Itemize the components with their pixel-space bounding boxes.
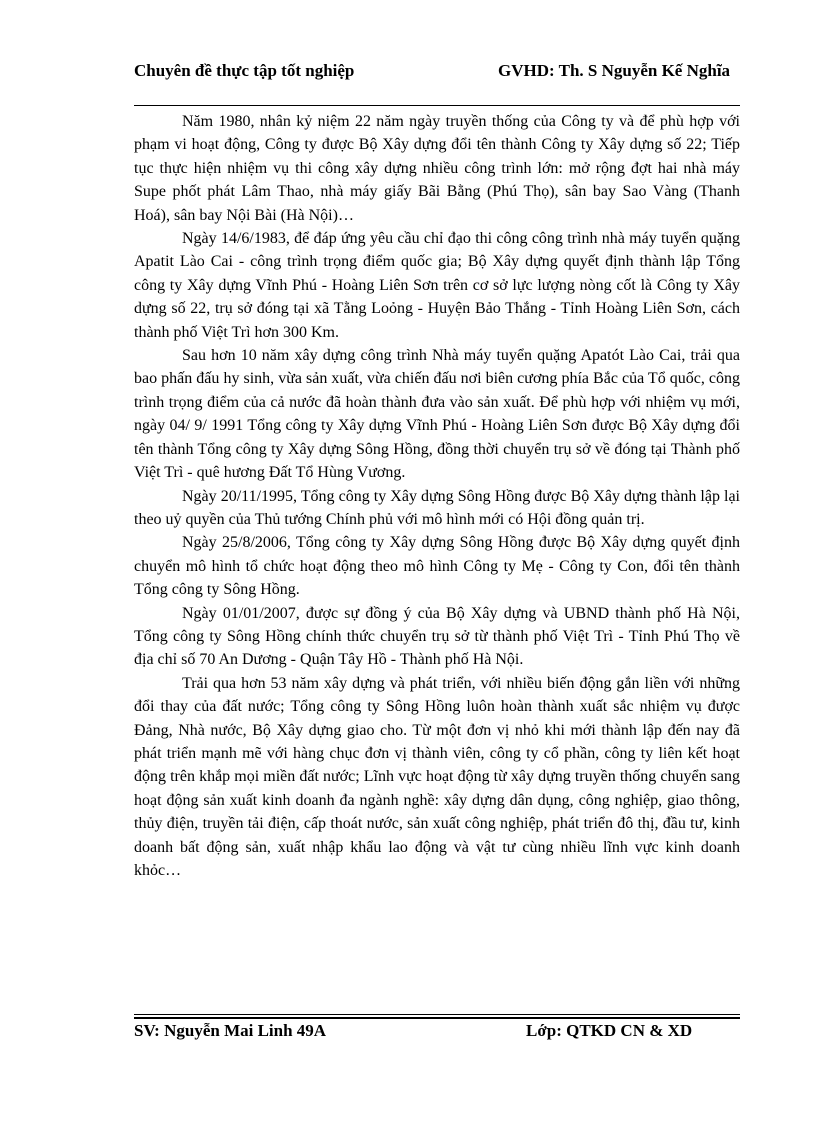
header-document-title: Chuyên đề thực tập tốt nghiệp (134, 61, 355, 80)
page-footer (134, 1020, 740, 1066)
header-supervisor: GVHD: Th. S Nguyễn Kế Nghĩa (498, 61, 731, 80)
footer-class: Lớp: QTKD CN & XD (526, 1021, 693, 1040)
footer-student: SV: Nguyễn Mai Linh 49A (134, 1021, 327, 1040)
paragraph-1983: Ngày 14/6/1983, để đáp ứng yêu cầu chỉ đạo thi công công trình nhà máy tuyển quặng Apatit Lào Cai - công trình trọng điểm quốc gia; Bộ Xây dựng quyết định thành lập Tổng công ty Xây dựng Vĩnh Phú - Hoàng Liên Sơn trên cơ sở lực lượng nòng cốt là Công ty Xây dựng số 22, trụ sở đóng tại xã Tằng Loỏng - Huyện Bảo Thắng - Tỉnh Hoàng Liên Sơn, cách thành phố Việt Trì hơn 300 Km. (134, 230, 740, 341)
paragraph-1980: Năm 1980, nhân kỷ niệm 22 năm ngày truyền thống của Công ty và để phù hợp với phạm vi hoạt động, Công ty được Bộ Xây dựng đổi tên thành Công ty Xây dựng số 22; Tiếp tục thực hiện nhiệm vụ thi công xây dựng nhiều công trình lớn: mở rộng đợt hai nhà máy Supe phốt phát Lâm Thao, nhà máy giấy Bãi Bằng (Phú Thọ), sân bay Sao Vàng (Thanh Hoá), sân bay Nội Bài (Hà Nội)… (134, 113, 740, 224)
paragraph-2006: Ngày 25/8/2006, Tổng công ty Xây dựng Sông Hồng được Bộ Xây dựng quyết định chuyển mô hình tổ chức hoạt động theo mô hình Công ty Mẹ - Công ty Con, đổi tên thành Tổng công ty Sông Hồng. (134, 534, 740, 599)
page-header (134, 60, 740, 106)
paragraph-1991: Sau hơn 10 năm xây dựng công trình Nhà máy tuyển quặng Apatót Lào Cai, trải qua bao phấn đấu hy sinh, vừa sản xuất, vừa chiến đấu nơi biên cương phía Bắc của Tổ quốc, công trình trọng điểm của cả nước đã hoàn thành đưa vào sản xuất. Để phù hợp với nhiệm vụ mới, ngày 04/ 9/ 1991 Tổng công ty Xây dựng Vĩnh Phú - Hoàng Liên Sơn được Bộ Xây dựng đổi tên thành Tổng công ty Xây dựng Sông Hồng, đồng thời chuyển trụ sở về đóng tại Thành phố Việt Trì - quê hương Đất Tổ Hùng Vương. (134, 347, 740, 482)
footer-divider-thin (134, 1014, 740, 1015)
footer-divider-thick (134, 1017, 740, 1019)
paragraph-53-years: Trải qua hơn 53 năm xây dựng và phát triển, với nhiều biến động gắn liền với những đổi thay của đất nước; Tổng công ty Sông Hồng luôn hoàn thành xuất sắc nhiệm vụ được Đảng, Nhà nước, Bộ Xây dựng giao cho. Từ một đơn vị nhỏ khi mới thành lập đến nay đã phát triển mạnh mẽ với hàng chục đơn vị thành viên, công ty cổ phần, công ty liên kết hoạt động trên khắp mọi miền đất nước; Lĩnh vực hoạt động từ xây dựng truyền thống chuyển sang hoạt động sản xuất kinh doanh đa ngành nghề: xây dựng dân dụng, công nghiệp, giao thông, thủy điện, truyền tải điện, cấp thoát nước, sản xuất công nghiệp, phát triển đô thị, đầu tư, kinh doanh bất động sản, xuất nhập khẩu lao động và vật tư cùng nhiều lĩnh vực kinh doanh khỏc… (134, 674, 740, 879)
document-body (134, 110, 740, 882)
paragraph-2007: Ngày 01/01/2007, được sự đồng ý của Bộ Xây dựng và UBND thành phố Hà Nội, Tổng công ty Sông Hồng chính thức chuyển trụ sở từ thành phố Việt Trì - Tỉnh Phú Thọ về địa chỉ số 70 An Dương - Quận Tây Hồ - Thành phố Hà Nội. (134, 604, 740, 669)
header-divider (134, 105, 740, 106)
paragraph-1995: Ngày 20/11/1995, Tổng công ty Xây dựng Sông Hồng được Bộ Xây dựng thành lập lại theo uỷ quyền của Thủ tướng Chính phủ với mô hình mới có Hội đồng quản trị. (134, 487, 740, 528)
